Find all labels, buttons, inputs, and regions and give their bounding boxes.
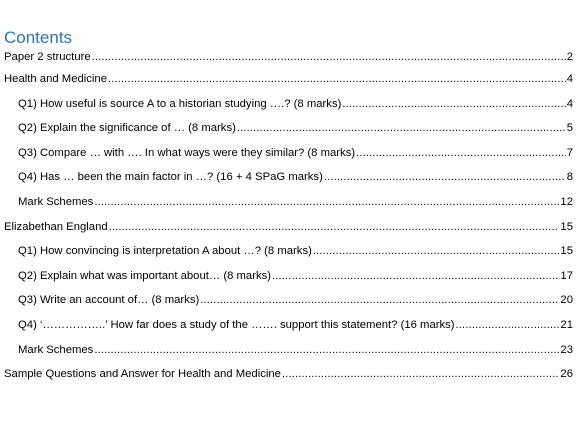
toc-entry-ee-q1[interactable] [0, 244, 581, 269]
toc-entry-page: 21 [560, 318, 573, 331]
toc-entry-page: 20 [560, 294, 573, 307]
toc-entry-title: Q2) Explain what was important about… (8 marks) [18, 269, 272, 282]
toc-entry-page: 5 [566, 122, 573, 135]
toc-entry-page: 15 [560, 220, 573, 233]
toc-entry-title: Q4) ‘……………..’ How far does a study of the ……. support this statement? (16 marks) [18, 318, 455, 331]
toc-entry-health-and-medicine[interactable] [0, 72, 581, 97]
toc-entry-title: Q3) Compare … with …. In what ways were they similar? (8 marks) [18, 146, 356, 159]
toc-entry-page: 17 [560, 269, 573, 282]
toc-entry-page: 4 [566, 73, 573, 85]
toc-entry-title: Health and Medicine [4, 73, 107, 85]
toc-entry-ee-q3[interactable] [0, 293, 581, 318]
toc-dot-leader [200, 293, 559, 308]
toc-entry-title: Elizabethan England [4, 220, 108, 233]
toc-dot-leader [342, 97, 565, 112]
toc-entry-title: Q4) Has … been the main factor in …? (16 + 4 SPaG marks) [18, 171, 323, 184]
toc-entry-title: Q1) How useful is source A to a historian studying ….? (8 marks) [18, 97, 342, 110]
toc-entry-page: 8 [566, 171, 573, 184]
toc-entry-page: 26 [560, 368, 573, 381]
toc-dot-leader [282, 367, 559, 382]
toc-entry-page: 2 [566, 51, 573, 63]
toc-dot-leader [92, 50, 566, 65]
toc-dot-leader [237, 121, 566, 136]
toc-entry-title: Q3) Write an account of… (8 marks) [18, 294, 200, 307]
toc-entry-sample-questions[interactable] [0, 367, 581, 392]
toc-dot-leader [108, 72, 566, 87]
toc-entry-title: Q1) How convincing is interpretation A about …? (8 marks) [18, 245, 312, 258]
toc-entry-hm-q4[interactable] [0, 170, 581, 195]
toc-entry-page: 7 [566, 146, 573, 159]
toc-entry-title: Mark Schemes [18, 195, 94, 208]
toc-entry-paper-2-structure[interactable] [0, 50, 581, 72]
toc-dot-leader [94, 195, 559, 210]
toc-entry-hm-q2[interactable] [0, 121, 581, 146]
toc-entry-ee-q4[interactable] [0, 318, 581, 343]
toc-dot-leader [324, 170, 566, 185]
toc-entry-title: Mark Schemes [18, 343, 94, 356]
toc-list [0, 50, 581, 392]
toc-entry-title: Paper 2 structure [4, 51, 91, 63]
toc-entry-title: Sample Questions and Answer for Health and Medicine [4, 368, 281, 381]
toc-dot-leader [272, 269, 559, 284]
toc-entry-ee-q2[interactable] [0, 269, 581, 294]
toc-entry-hm-mark-schemes[interactable] [0, 195, 581, 220]
toc-dot-leader [94, 343, 559, 358]
toc-dot-leader [313, 244, 560, 259]
toc-entry-elizabethan-england[interactable] [0, 220, 581, 245]
toc-dot-leader [109, 220, 560, 235]
toc-dot-leader [456, 318, 560, 333]
toc-entry-page: 15 [560, 245, 573, 258]
toc-entry-page: 4 [566, 97, 573, 110]
toc-entry-hm-q1[interactable] [0, 97, 581, 122]
toc-dot-leader [356, 146, 566, 161]
toc-entry-hm-q3[interactable] [0, 146, 581, 171]
toc-entry-ee-mark-schemes[interactable] [0, 343, 581, 368]
toc-entry-page: 12 [560, 195, 573, 208]
toc-entry-page: 23 [560, 343, 573, 356]
toc-entry-title: Q2) Explain the significance of … (8 marks) [18, 122, 236, 135]
toc-heading: Contents [4, 28, 73, 47]
